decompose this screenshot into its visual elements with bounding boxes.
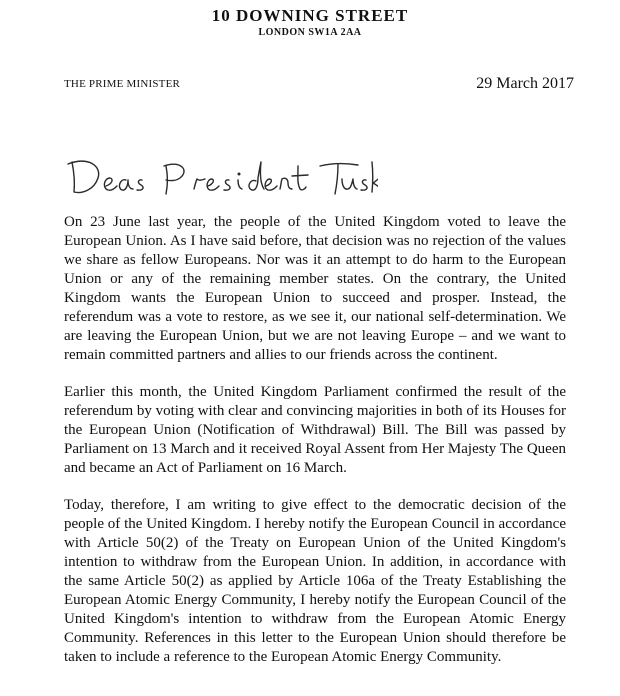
sender-line: THE PRIME MINISTER <box>64 78 181 90</box>
handwritten-salutation <box>58 152 378 200</box>
paragraph-2: Earlier this month, the United Kingdom Parliament confirmed the result of the referendum by voting with clear and convincing majorities in both of its Houses for the European Union (Notification of Withdrawal) Bill. The Bill was passed by Parliament on 13 March and it received Royal Assent from Her Majesty The Queen and became an Act of Parliament on 16 March. <box>64 384 566 476</box>
paragraph-3: Today, therefore, I am writing to give effect to the democratic decision of the people of the United Kingdom. I hereby notify the European Council in accordance with Article 50(2) of the Treaty on European Union of the United Kingdom's intention to withdraw from the European Union. In addition, in accordance with the same Article 50(2) as applied by Article 106a of the Treaty Establishing the European Atomic Energy Community, I hereby notify the European Council of the United Kingdom's intention to withdraw from the European Atomic Energy Community. References in this letter to the European Union should therefore be taken to include a reference to the European Atomic Energy Community. <box>64 497 566 665</box>
letterhead-title: 10 DOWNING STREET <box>211 6 409 25</box>
letter-body <box>64 213 566 685</box>
handwritten-salutation-icon <box>58 152 378 200</box>
letter-date: 29 March 2017 <box>476 75 574 92</box>
letterhead-address: LONDON SW1A 2AA <box>258 27 362 38</box>
paragraph-1: On 23 June last year, the people of the United Kingdom voted to leave the European Union. As I have said before, that decision was no rejection of the values we share as fellow Europeans. Nor was it an attempt to do harm to the European Union or any of the remaining member states. On the contrary, the United Kingdom wants the European Union to succeed and prosper. Instead, the referendum was a vote to restore, as we see it, our national self-determination. We are leaving the European Union, but we are not leaving Europe – and we want to remain committed partners and allies to our friends across the continent. <box>64 214 566 363</box>
letterhead <box>0 6 620 39</box>
